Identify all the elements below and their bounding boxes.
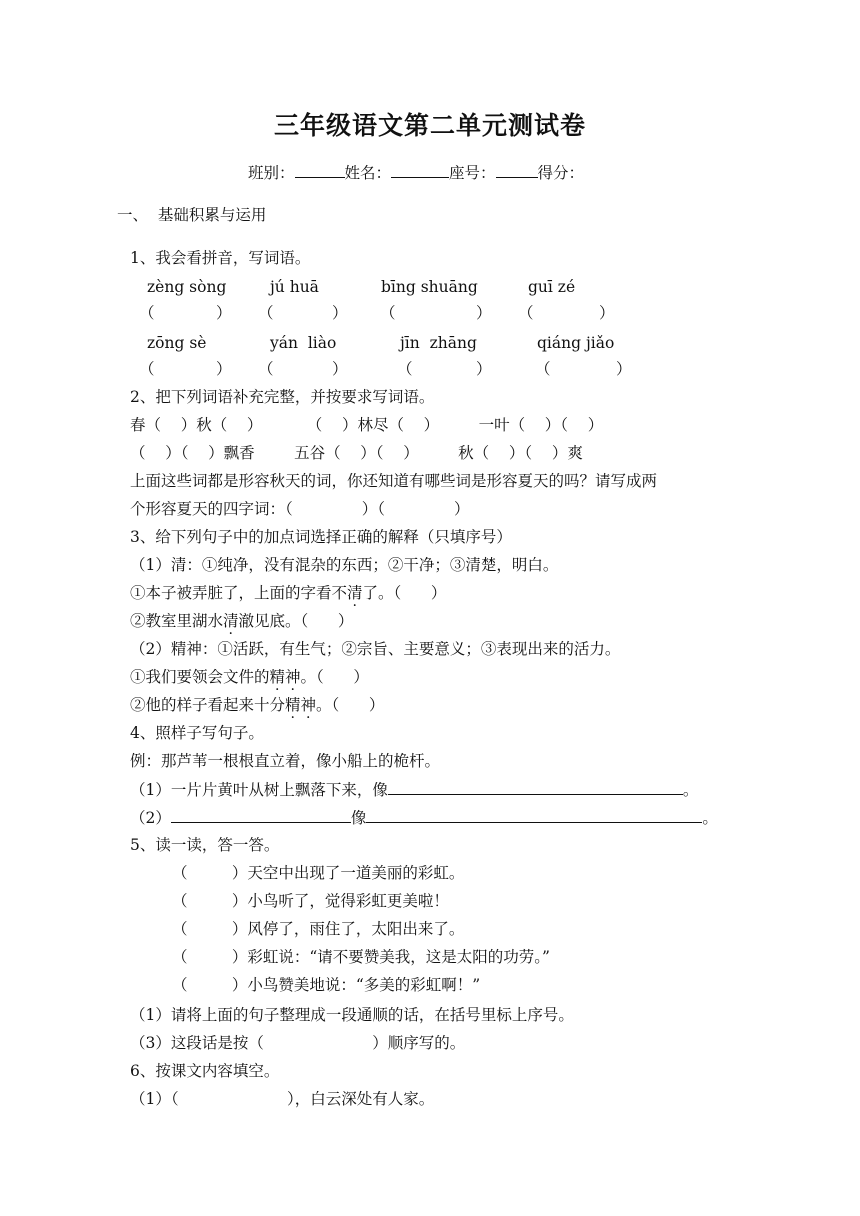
dotted-word: 神 (285, 668, 301, 686)
dotted-word: 清 (347, 584, 363, 602)
q5-title: 5、读一读，答一答。 (130, 836, 280, 854)
q1-answer-bracket[interactable]: （ (258, 304, 274, 322)
q1-answer-bracket[interactable]: （ (518, 304, 534, 322)
q4-sentence-2[interactable] (130, 807, 718, 828)
class-blank[interactable] (295, 162, 345, 178)
sentence-text: （1）一片片黄叶从树上飘落下来，像 (130, 781, 388, 799)
q5-item[interactable]: （ ）风停了，雨住了，太阳出来了。 (172, 920, 465, 938)
q1-answer-bracket: ） (476, 360, 492, 378)
q3-title: 3、给下列句子中的加点词选择正确的解释（只填序号） (130, 528, 512, 546)
q1-pinyin-3: bīng shuāng (381, 278, 478, 296)
sentence-text: 澈见底。（ ） (238, 612, 354, 630)
score-label: 得分： (537, 164, 585, 182)
dotted-word: 清 (223, 612, 239, 630)
sentence-text: ②他的样子看起来十分 (130, 696, 286, 714)
sentence-text: ①我们要领会文件的 (130, 668, 270, 686)
q2-line-2[interactable]: （ ）（ ）飘香 五谷（ ）（ ） 秋（ ）（ ）爽 (130, 444, 583, 462)
q1-answer-bracket[interactable]: （ (139, 304, 155, 322)
q1-pinyin-7: jīn zhāng (400, 334, 477, 352)
q4-sentence-1[interactable] (130, 779, 698, 800)
sentence-text: ②教室里湖水 (130, 612, 224, 630)
q1-answer-bracket: ） (599, 304, 615, 322)
q5-sub-3[interactable]: （3）这段话是按（ ）顺序写的。 (130, 1034, 466, 1052)
q5-item[interactable]: （ ）天空中出现了一道美丽的彩虹。 (172, 864, 465, 882)
q3-sentence-1[interactable] (130, 583, 446, 603)
q1-answer-bracket: ） (216, 360, 232, 378)
class-label: 班别： (248, 164, 295, 182)
q1-pinyin-2: jú huā (270, 278, 319, 296)
q3-sentence-3[interactable] (130, 667, 369, 687)
q1-answer-bracket: ） (332, 360, 348, 378)
q6-sub-1[interactable]: （1）（ ），白云深处有人家。 (130, 1090, 435, 1108)
answer-line[interactable] (171, 807, 351, 823)
seat-label: 座号： (449, 164, 496, 182)
answer-line[interactable] (388, 779, 683, 795)
q1-answer-bracket: ） (476, 304, 492, 322)
sentence-text: 。 (682, 781, 699, 799)
dotted-word: 精 (285, 696, 301, 714)
q1-answer-bracket[interactable]: （ (258, 360, 274, 378)
q2-line-3: 上面这些词都是形容秋天的词，你还知道有哪些词是形容夏天的吗？请写成两 (130, 472, 658, 490)
q5-item[interactable]: （ ）彩虹说：“请不要赞美我，这是太阳的功劳。” (172, 948, 550, 966)
q1-pinyin-8: qiáng jiǎo (537, 334, 615, 352)
answer-line[interactable] (366, 807, 702, 823)
seat-blank[interactable] (496, 162, 538, 178)
q6-title: 6、按课文内容填空。 (130, 1062, 280, 1080)
q1-answer-bracket: ） (216, 304, 232, 322)
sentence-text: 。（ ） (300, 668, 369, 686)
q1-answer-bracket: ） (616, 360, 632, 378)
sentence-text: （2） (130, 809, 171, 827)
q3-sub-1: （1）清：①纯净，没有混杂的东西；②干净；③清楚，明白。 (130, 556, 559, 574)
q1-answer-bracket[interactable]: （ (397, 360, 413, 378)
sentence-text: ①本子被弄脏了，上面的字看不 (130, 584, 348, 602)
q5-sub-1: （1）请将上面的句子整理成一段通顺的话，在括号里标上序号。 (130, 1006, 574, 1024)
q2-line-4[interactable]: 个形容夏天的四字词：（ ）（ ） (130, 500, 470, 518)
dotted-word: 精 (269, 668, 286, 686)
q1-answer-bracket[interactable]: （ (535, 360, 551, 378)
sentence-text: 像 (350, 809, 367, 827)
q3-sentence-4[interactable] (130, 695, 384, 715)
q2-line-1[interactable]: 春（ ）秋（ ） （ ）林尽（ ） 一叶（ ）（ ） (130, 416, 604, 434)
q2-title: 2、把下列词语补充完整，并按要求写词语。 (130, 388, 435, 406)
q3-sub-2: （2）精神：①活跃，有生气；②宗旨、主要意义；③表现出来的活力。 (130, 640, 621, 658)
q4-title: 4、照样子写句子。 (130, 724, 264, 742)
dotted-word: 神 (300, 696, 317, 714)
q1-pinyin-5: zōng sè (147, 334, 207, 352)
name-label: 姓名： (344, 164, 392, 182)
sentence-text: 。（ ） (316, 696, 385, 714)
q1-pinyin-1: zèng sòng (147, 278, 227, 296)
sentence-text: 。 (702, 809, 718, 827)
page-title: 三年级语文第二单元测试卷 (273, 111, 586, 140)
q1-answer-bracket: ） (332, 304, 348, 322)
q5-item[interactable]: （ ）小鸟赞美地说：“多美的彩虹啊！” (172, 976, 481, 994)
q1-answer-bracket[interactable]: （ (139, 360, 155, 378)
q1-pinyin-6: yán liào (270, 334, 337, 352)
q1-title: 1、我会看拼音，写词语。 (130, 249, 311, 267)
q5-item[interactable]: （ ）小鸟听了，觉得彩虹更美啦！ (172, 892, 449, 910)
q1-pinyin-4: guī zé (528, 278, 576, 296)
q1-answer-bracket[interactable]: （ (380, 304, 396, 322)
section-heading: 一、 基础积累与运用 (117, 206, 267, 224)
name-blank[interactable] (391, 162, 449, 178)
sentence-text: 了。（ ） (362, 584, 447, 602)
q4-example: 例：那芦苇一根根直立着，像小船上的桅杆。 (130, 752, 441, 770)
q3-sentence-2[interactable] (130, 611, 353, 631)
student-info-line (248, 162, 584, 183)
